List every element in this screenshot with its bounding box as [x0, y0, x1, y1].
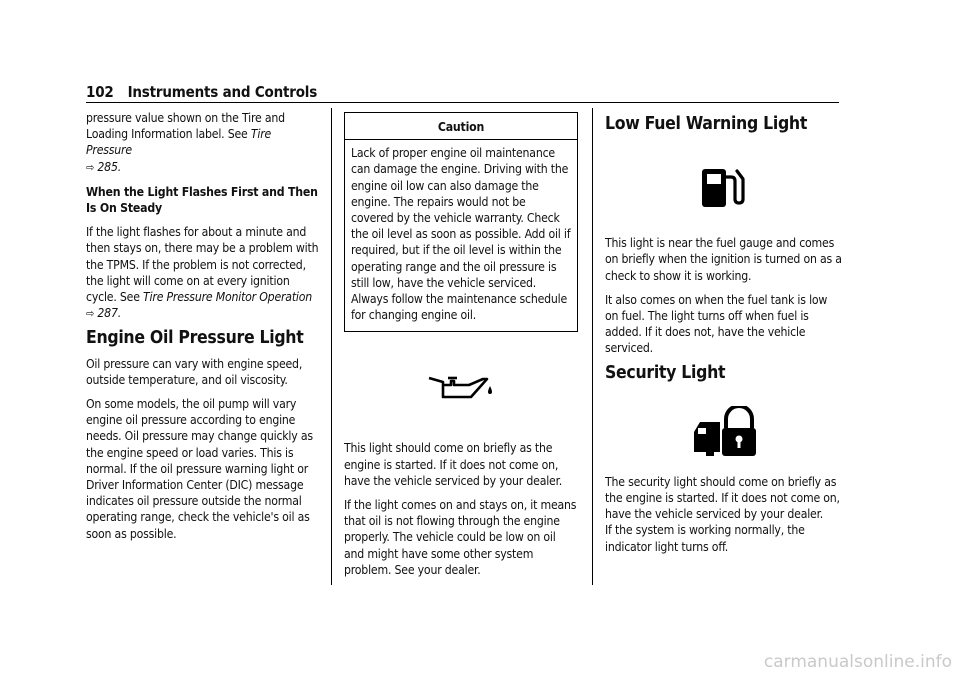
tire-pressure-page-ref[interactable] [86, 160, 121, 174]
tire-pressure-paragraph [86, 110, 319, 176]
oil-light-paragraph: This light should come on briefly as the engine is started. If it does not come on, have the vehicle serviced by your dealer. [344, 441, 563, 488]
security-light-paragraph: The security light should come on briefly as the engine is started. If it does not come on, have the vehicle serviced by your dealer. [605, 474, 840, 522]
fuel-icon-container [605, 141, 842, 235]
column-1 [86, 110, 319, 550]
oil-pump-paragraph: On some models, the oil pump will vary engine oil pressure according to engine needs. Oil pressure may change quickly as the engine speed or load varies. This is normal. If the oil pressure warning light or Driver Information Center (DIC) message indicates oil pressure outside the normal operating range, check the vehicle's oil as soon as possible. [86, 397, 313, 541]
oil-viscosity-paragraph: Oil pressure can vary with engine speed, outside temperature, and oil viscosity. [86, 356, 303, 387]
tire-pressure-link[interactable]: Tire Pressure [86, 127, 272, 158]
column-3 [605, 110, 842, 563]
low-fuel-section-title: Low Fuel Warning Light [605, 114, 808, 134]
page-ref-number: 287. [97, 306, 121, 321]
caution-text: Lack of proper engine oil maintenance can damage the engine. Driving with the engine oil low can also damage the engine. The repairs would not be covered by the vehicle warranty. Check the oil level as soon as possible. Add oil if required, but if the oil level is within the operating range and the oil pressure is still low, have the vehicle serviced. Always follow the maintenance schedule for changing engine oil. [351, 146, 571, 323]
column-divider-2 [592, 108, 593, 585]
fuel-pump-icon [699, 165, 749, 211]
security-normal-paragraph: If the system is working normally, the indicator light turns off. [605, 523, 805, 554]
paragraph-text: If the light flashes for about a minute and then stays on, there may be a problem with the TPMS. If the problem is not corrected, the light will come on at every ignition cycle. See [86, 225, 319, 305]
caution-box [344, 112, 578, 332]
watermark: carmanualsonline.info [763, 652, 952, 672]
page-arrow-icon: ⇨ [86, 160, 95, 174]
oil-can-icon [427, 371, 495, 401]
column-divider-1 [331, 108, 332, 585]
tpms-paragraph [86, 224, 319, 322]
tpms-operation-link[interactable]: Tire Pressure Monitor Operation [143, 290, 313, 305]
column-2 [344, 110, 578, 586]
flash-subheading: When the Light Flashes First and Then Is On Steady [86, 184, 318, 216]
tpms-page-ref[interactable] [86, 306, 121, 320]
page-ref-number: 285. [97, 159, 121, 174]
oil-pressure-section-title: Engine Oil Pressure Light [86, 328, 304, 349]
oil-flow-paragraph: If the light comes on and stays on, it means that oil is not flowing through the engine properly. The vehicle could be low on oil and might have some other system problem. See your dealer. [344, 498, 577, 577]
page-header [86, 83, 317, 101]
car-lock-icon [692, 406, 756, 458]
page-number: 102 [86, 83, 114, 101]
oil-icon-container [344, 332, 578, 440]
header-rule [86, 102, 839, 103]
paragraph-text: pressure value shown on the Tire and Loading Information label. See [86, 111, 285, 142]
section-header-title: Instruments and Controls [127, 83, 318, 101]
security-icon-container [605, 390, 842, 474]
page-arrow-icon: ⇨ [86, 307, 95, 321]
fuel-light-paragraph: This light is near the fuel gauge and comes on briefly when the ignition is turned on as a check to show it is working. [605, 236, 842, 283]
fuel-tank-paragraph: It also comes on when the fuel tank is low on fuel. The light turns off when fuel is added. If it does not, have the vehicle serviced. [605, 292, 828, 356]
caution-title: Caution [345, 113, 577, 140]
security-section-title: Security Light [605, 362, 726, 383]
